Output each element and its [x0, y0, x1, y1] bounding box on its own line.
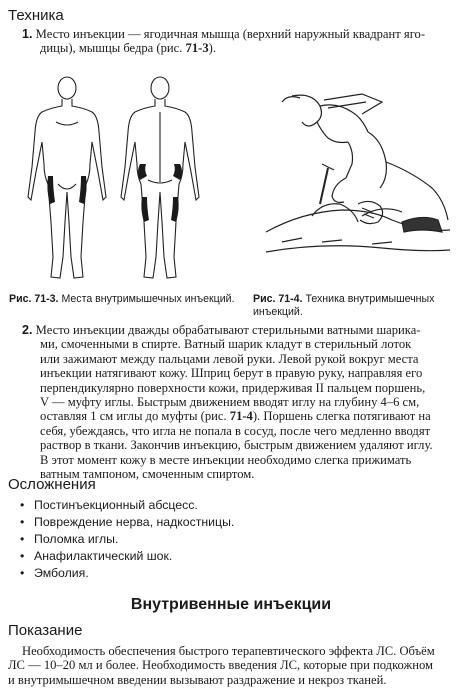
- figure-71-3-label: Рис. 71-3.: [9, 293, 59, 305]
- section-title-technique: Техника: [8, 7, 64, 24]
- bullet-icon: •: [20, 515, 25, 529]
- item-1-number: 1.: [22, 27, 33, 41]
- bullet-icon: •: [20, 498, 25, 512]
- list-item: • Повреждение нерва, надкостницы.: [20, 515, 235, 529]
- figure-71-4-caption: [253, 293, 453, 319]
- item-2-line-8: себя, убеждаясь, что игла не попала в сосуд, после чего медленно вводят: [40, 423, 431, 438]
- item-2-line-11: ватным тампоном, смоченным спиртом.: [40, 467, 255, 482]
- item-2: [22, 323, 454, 481]
- complications-list: [20, 497, 234, 582]
- bullet-icon: •: [20, 566, 25, 580]
- item-2-line-10: В этот момент кожу в месте инъекции необходимо слегка прижимать: [40, 452, 412, 467]
- list-item: • Постинъекционный абсцесс.: [20, 498, 198, 512]
- indications-paragraph: [8, 644, 454, 687]
- indications-line-1: Необходимость обеспечения быстрого терапевтического эффекта ЛС. Объём: [22, 644, 435, 658]
- item-2-line-3: или зажимают между пальцами левой руки. Левой рукой вокруг места: [40, 351, 419, 366]
- fig-ref-71-4: 71-4: [229, 409, 253, 424]
- list-item: • Эмболия.: [20, 566, 89, 580]
- item-2-line-2: ми, смоченными в спирте. Ватный шарик кладут в стерильный лоток: [40, 337, 412, 352]
- item-1-line2: дицы), мышцы бедра (рис. 71-3).: [40, 41, 216, 56]
- item-1: [22, 27, 454, 56]
- figure-71-4-label: Рис. 71-4.: [253, 293, 303, 305]
- item-2-line-9: раствор в ткани. Закончив инъекцию, быстрым движением удаляют иглу.: [40, 438, 433, 453]
- item-2-line-1: Место инъекции дважды обрабатывают стерильными ватными шарика-: [35, 323, 421, 337]
- section-title-intravenous: Внутривенные инъекции: [130, 596, 332, 613]
- section-title-indications: Показание: [8, 622, 83, 639]
- list-item: • Анафилактический шок.: [20, 549, 173, 563]
- figure-71-4-text-line1: Техника внутримышечных: [305, 293, 435, 305]
- bullet-icon: •: [20, 532, 25, 546]
- item-2-number: 2.: [22, 323, 33, 337]
- item-1-line1: Место инъекции — ягодичная мышца (верхний наружный квадрант яго-: [35, 27, 426, 41]
- figure-71-4-text-line2: инъекций.: [253, 306, 303, 318]
- bullet-icon: •: [20, 549, 25, 563]
- list-item: • Поломка иглы.: [20, 532, 119, 546]
- item-2-line-5: перпендикулярно поверхности кожи, придерживая II пальцем поршень,: [40, 380, 426, 395]
- figure-71-3-caption: [9, 293, 239, 306]
- item-2-line-4: инъекции натягивают кожу. Шприц берут в правую руку, направляя его: [40, 366, 423, 381]
- indications-line-3: и внутримышечном введении вызывают раздражение и некроз тканей.: [8, 672, 387, 687]
- figure-71-3-text: Места внутримышечных инъекций.: [61, 293, 235, 305]
- fig-ref-71-3: 71-3: [185, 41, 209, 56]
- section-title-complications: Осложнения: [8, 476, 96, 493]
- item-2-line-6: V — муфту иглы. Быстрым движением вводят иглу на глубину 4–6 см,: [40, 395, 420, 410]
- figure-71-3-body-illustration: [20, 72, 210, 287]
- item-2-line-7: оставляя 1 см иглы до муфты (рис. 71-4). Поршень слегка потягивают на: [40, 409, 431, 424]
- figure-71-4-technique-illustration: [262, 92, 452, 267]
- indications-line-2: ЛС — 10–20 мл и более. Необходимость введения ЛС, которые при подкожном: [8, 658, 434, 673]
